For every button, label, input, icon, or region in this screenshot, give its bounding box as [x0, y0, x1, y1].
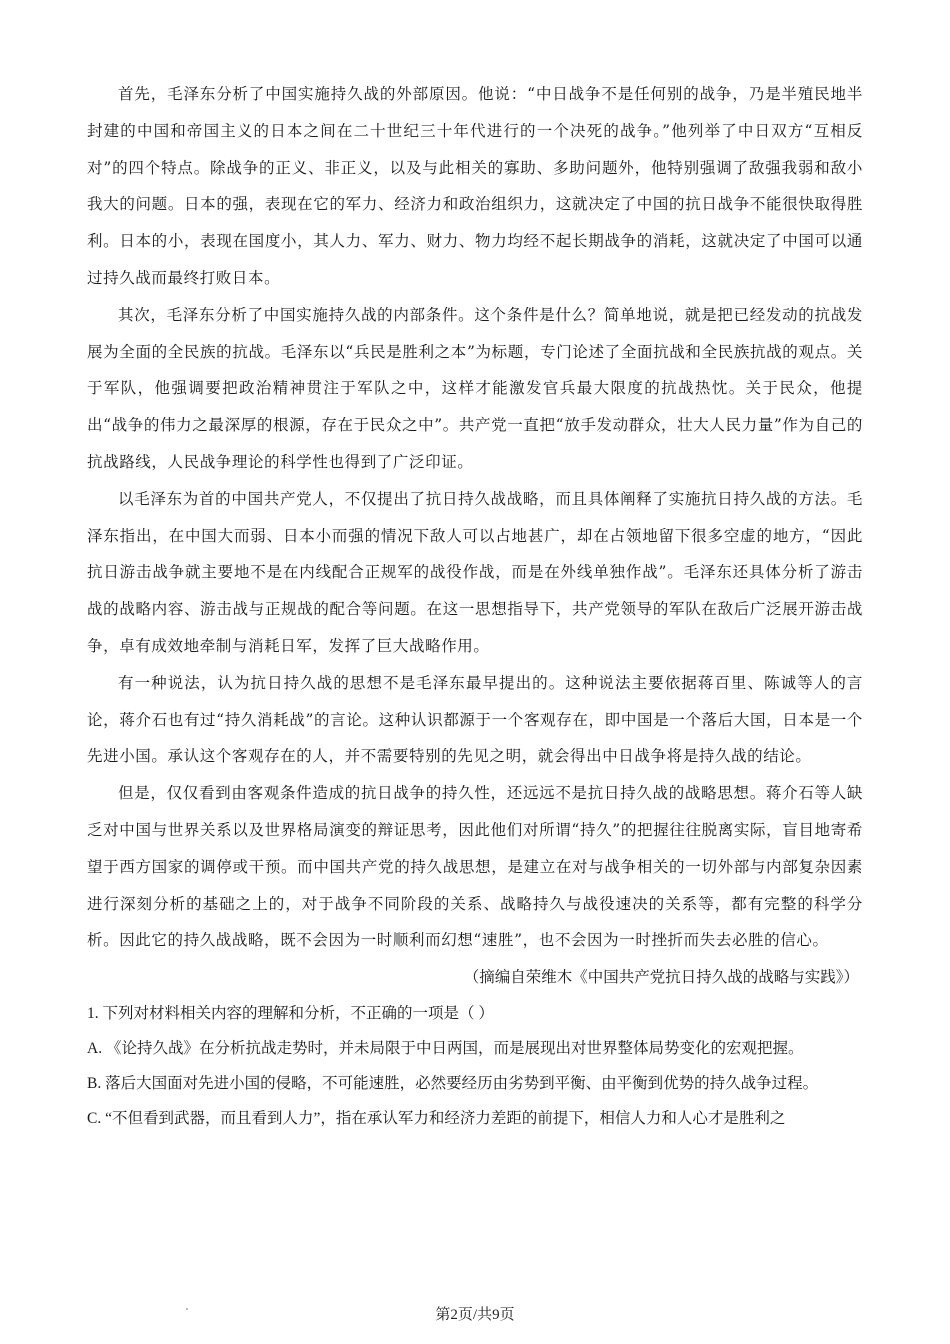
- option-a: A. 《论持久战》在分析抗战走势时，并未局限于中日两国，而是展现出对世界整体局势变化的宏观把握。: [87, 1039, 804, 1057]
- paragraph-2: 其次，毛泽东分析了中国实施持久战的内部条件。这个条件是什么？简单地说，就是把已经发动的抗战发展为全面的全民族的抗战。毛泽东以“兵民是胜利之本”为标题，专门论述了全面抗战和全民族抗战的观点。关于军队，他强调要把政治精神贯注于军队之中，这样才能激发官兵最大限度的抗战热忱。关于民众，他提出“战争的伟力之最深厚的根源，存在于民众之中”。共产党一直把“放手发动群众，壮大人民力量”作为自己的抗战路线，人民战争理论的科学性也得到了广泛印证。: [87, 305, 863, 471]
- page-number: 第2页/共9页: [435, 1307, 515, 1323]
- document-body: [87, 76, 863, 1136]
- paragraph-5: 但是，仅仅看到由客观条件造成的抗日战争的持久性，还远远不是抗日持久战的战略思想。蒋介石等人缺乏对中国与世界关系以及世界格局演变的辩证思考，因此他们对所谓“持久”的把握往往脱离实际，盲目地寄希望于西方国家的调停或干预。而中国共产党的持久战思想，是建立在对与战争相关的一切外部与内部复杂因素进行深刻分析的基础之上的，对于战争不同阶段的关系、战略持久与战役速决的关系等，都有完整的科学分析。因此它的持久战战略，既不会因为一时顺利而幻想“速胜”，也不会因为一时挫折而失去必胜的信心。: [87, 784, 863, 950]
- option-c: C. “不但看到武器，而且看到人力”，指在承认军力和经济力差距的前提下，相信人力和人心才是胜利之: [87, 1109, 786, 1127]
- question-stem: 1. 下列对材料相关内容的理解和分析，不正确的一项是（ ）: [87, 1004, 494, 1022]
- source-citation: （摘编自荣维木《中国共产党抗日持久战的战略与实践》）: [463, 968, 859, 987]
- option-b: B. 落后大国面对先进小国的侵略，不可能速胜，必然要经历由劣势到平衡、由平衡到优势的持久战争过程。: [87, 1074, 819, 1092]
- paragraph-1: 首先，毛泽东分析了中国实施持久战的外部原因。他说：“中日战争不是任何别的战争，乃是半殖民地半封建的中国和帝国主义的日本之间在二十世纪三十年代进行的一个决死的战争。”他列举了中日双方“互相反对”的四个特点。除战争的正义、非正义，以及与此相关的寡助、多助问题外，他特别强调了敌强我弱和敌小我大的问题。日本的强，表现在它的军力、经济力和政治组织力，这就决定了中国的抗日战争不能很快取得胜利。日本的小，表现在国度小，其人力、军力、财力、物力均经不起长期战争的消耗，这就决定了中国可以通过持久战而最终打败日本。: [87, 85, 863, 287]
- paragraph-4: 有一种说法，认为抗日持久战的思想不是毛泽东最早提出的。这种说法主要依据蒋百里、陈诚等人的言论，蒋介石也有过“持久消耗战”的言论。这种认识都源于一个客观存在，即中国是一个落后大国，日本是一个先进小国。承认这个客观存在的人，并不需要特别的先见之明，就会得出中日战争将是持久战的结论。: [87, 673, 863, 766]
- paragraph-3: 以毛泽东为首的中国共产党人，不仅提出了抗日持久战战略，而且具体阐释了实施抗日持久战的方法。毛泽东指出，在中国大而弱、日本小而强的情况下敌人可以占地甚广，却在占领地留下很多空虚的地方，“因此抗日游击战争就主要地不是在内线配合正规军的战役作战，而是在外线单独作战”。毛泽东还具体分析了游击战的战略内容、游击战与正规战的配合等问题。在这一思想指导下，共产党领导的军队在敌后广泛展开游击战争，卓有成效地牵制与消耗日军，发挥了巨大战略作用。: [87, 489, 863, 655]
